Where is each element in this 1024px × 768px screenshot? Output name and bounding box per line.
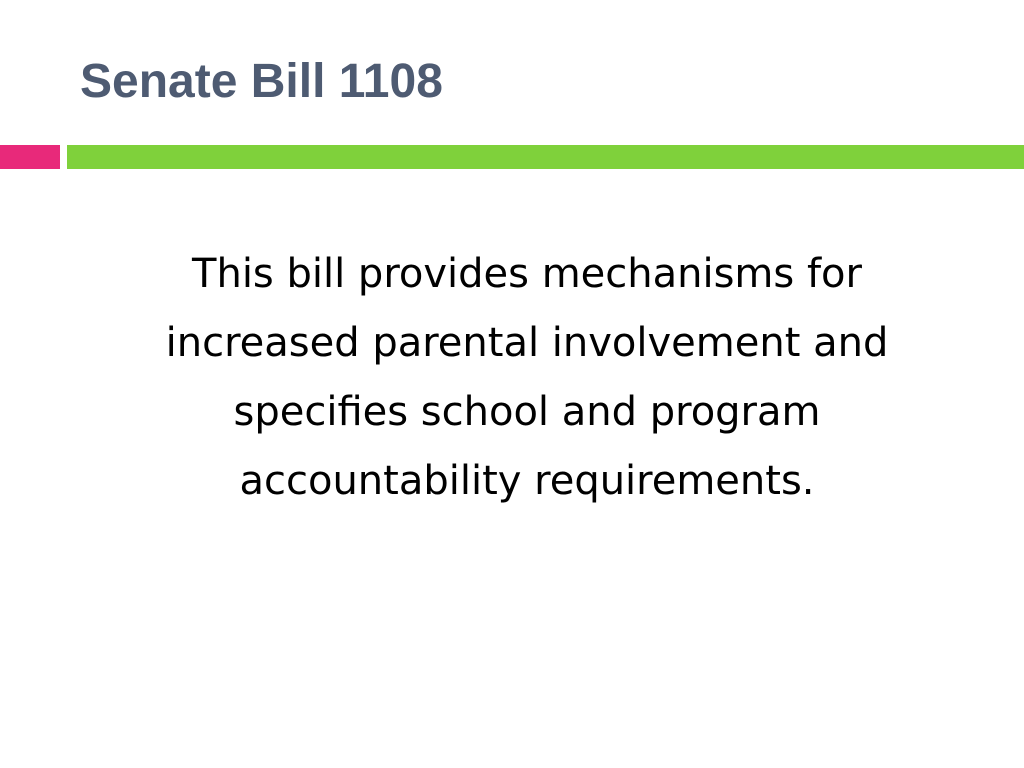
slide-title: Senate Bill 1108 bbox=[80, 55, 443, 108]
accent-bar-left bbox=[0, 145, 60, 169]
slide-body-text: This bill provides mechanisms for increased parental involvement and specifies school and program accountability requirements. bbox=[165, 251, 889, 504]
accent-bar-right bbox=[67, 145, 1024, 169]
